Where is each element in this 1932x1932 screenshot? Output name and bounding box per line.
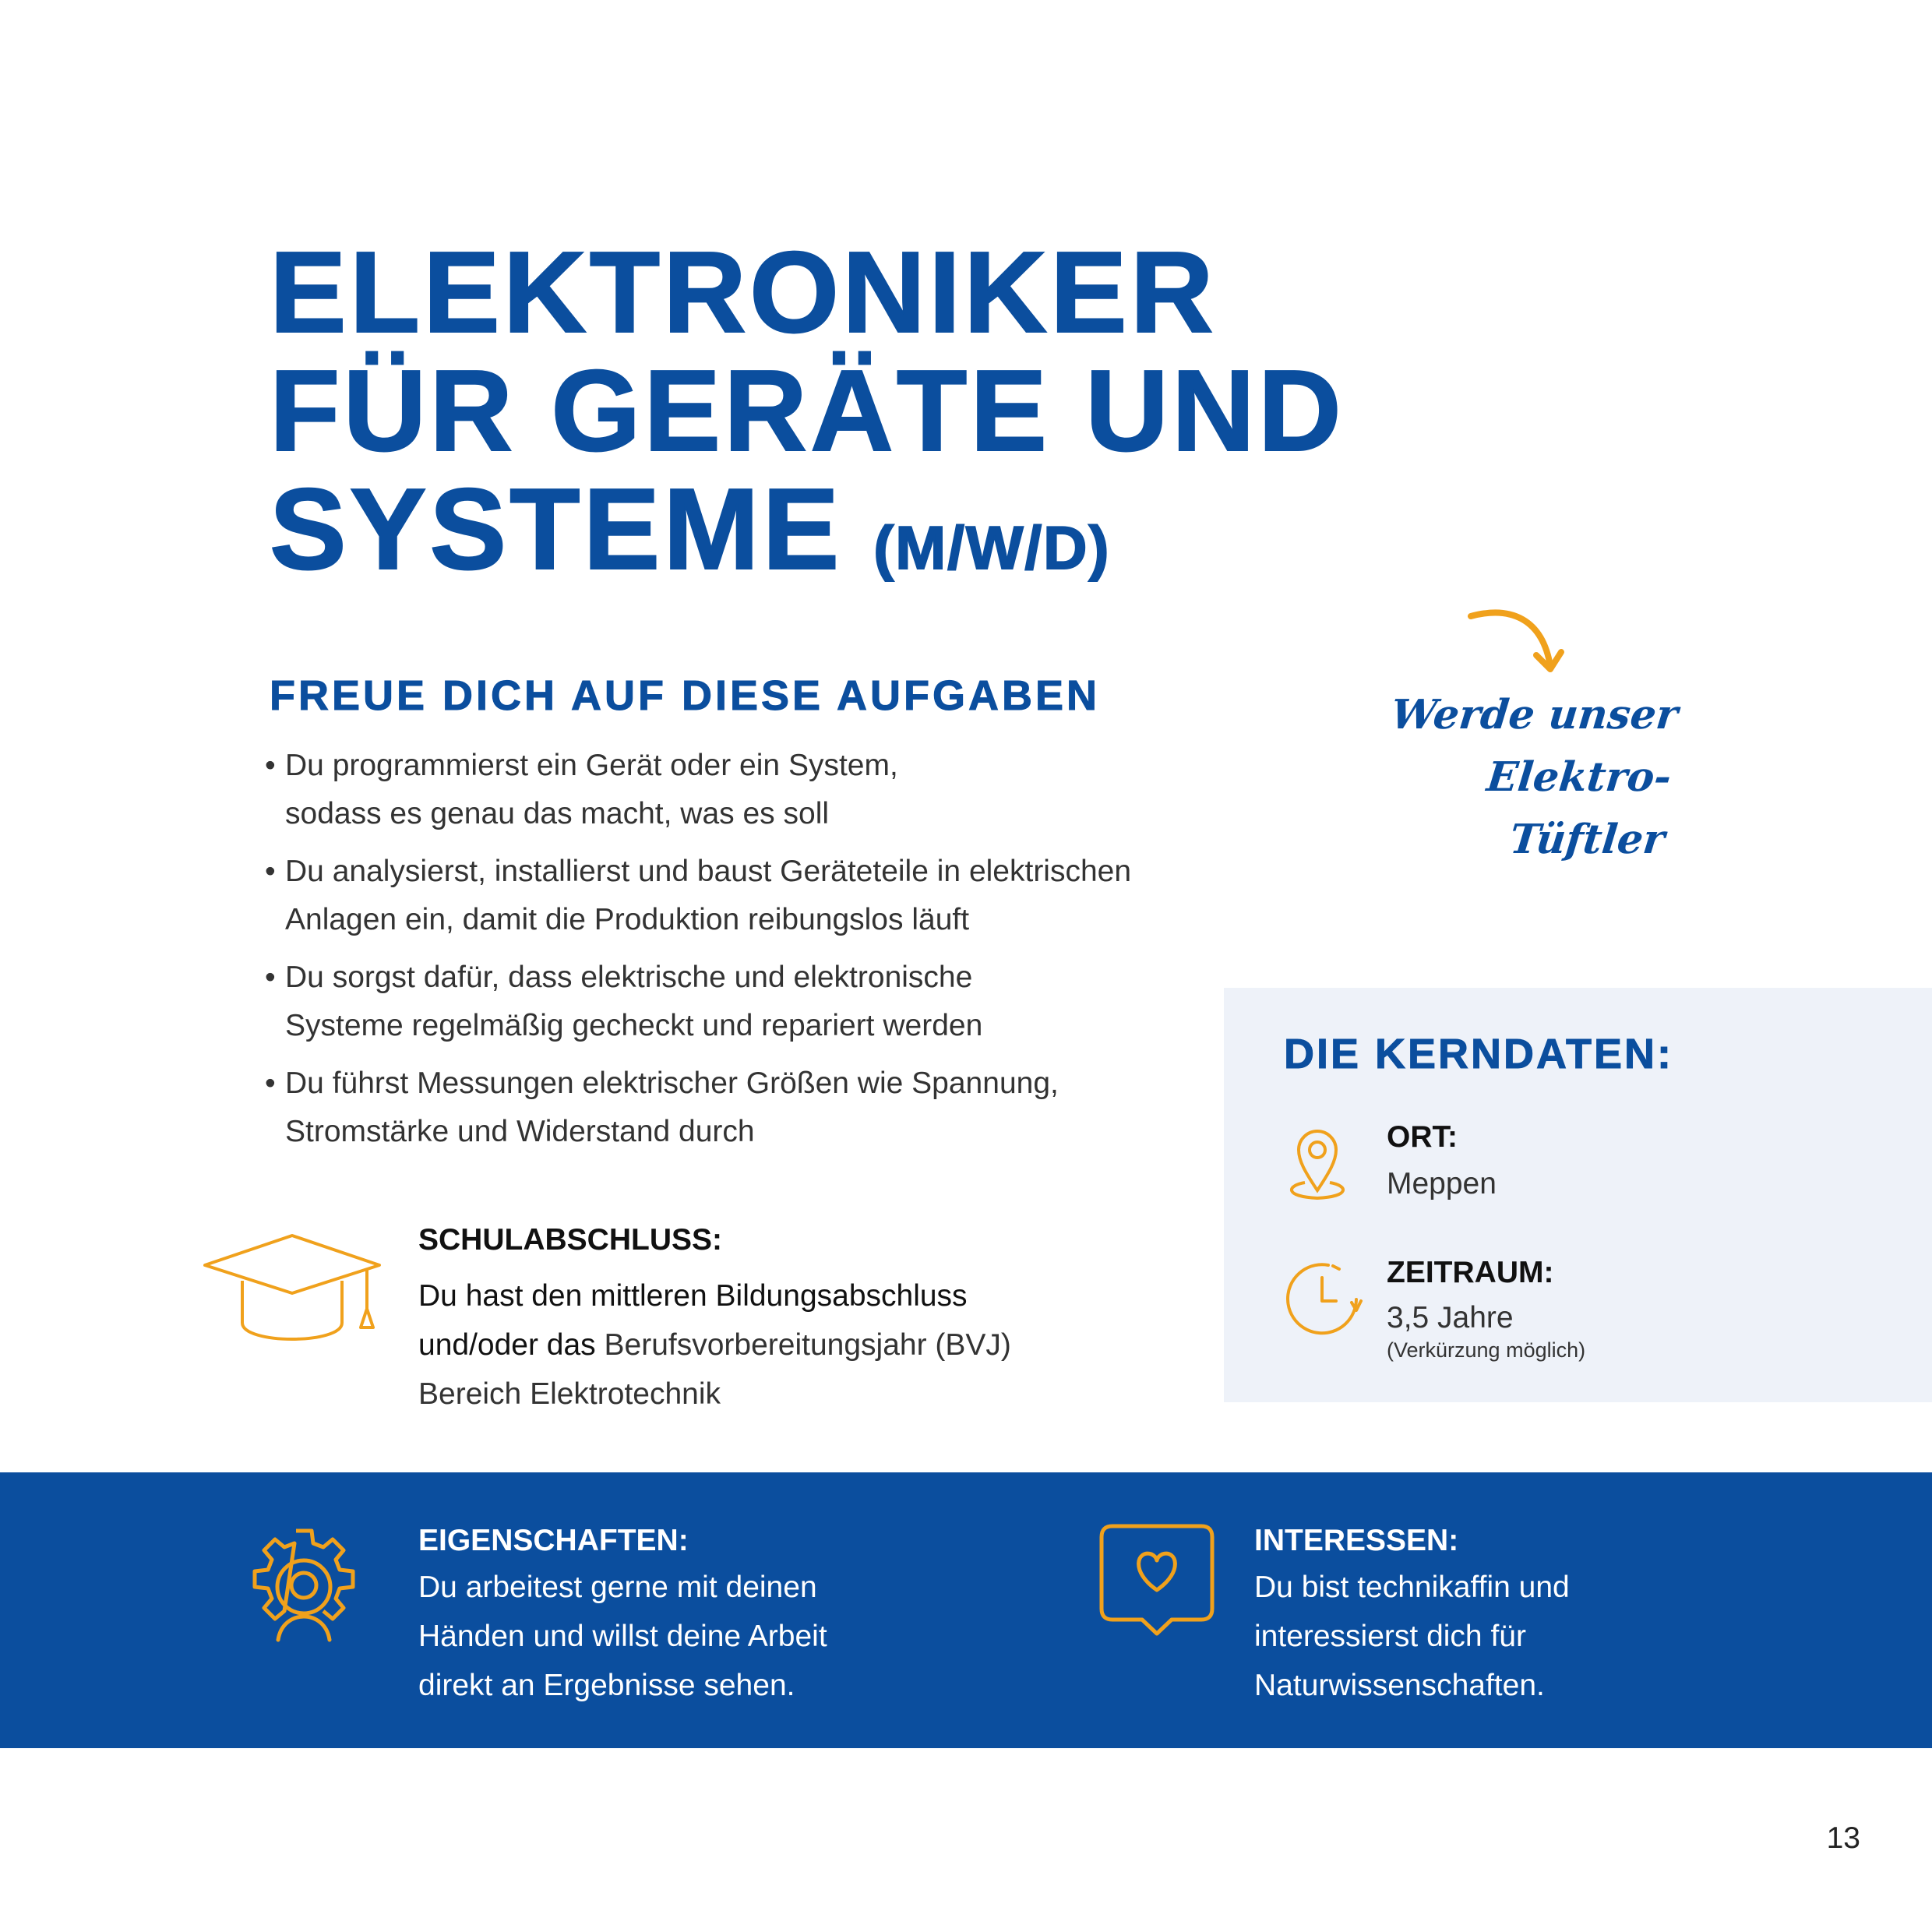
task-line: Systeme regelmäßig gecheckt und repariert werden <box>285 1009 983 1042</box>
title-line-2: FÜR GERÄTE UND <box>270 347 1345 475</box>
eigenschaften-text <box>418 1563 964 1710</box>
title-line-3-text: SYSTEME <box>270 465 843 594</box>
interessen-line-1: Du bist technikaffin und <box>1254 1571 1570 1604</box>
schulabschluss-line-2 <box>418 1320 1119 1370</box>
list-item <box>265 742 1246 838</box>
list-item <box>265 848 1246 944</box>
schulabschluss-line-2a: und/oder das <box>418 1328 596 1362</box>
callout-line-1: Werde unser <box>1388 691 1680 739</box>
zeitraum-note: (Verkürzung möglich) <box>1387 1338 1586 1362</box>
curved-arrow-icon <box>1465 604 1566 682</box>
callout-text <box>1349 684 1680 871</box>
page-title <box>270 228 1345 607</box>
interessen-text <box>1254 1563 1800 1710</box>
schulabschluss-line-1: Du hast den mittleren Bildungsabschluss <box>418 1279 968 1313</box>
task-line: Du analysierst, installierst und baust Geräteteile in elektrischen <box>285 855 1132 888</box>
task-line: Anlagen ein, damit die Produktion reibungslos läuft <box>285 903 970 936</box>
eigenschaften-line-2: Händen und willst deine Arbeit <box>418 1620 827 1653</box>
kerndaten-heading: DIE KERNDATEN: <box>1284 1031 1673 1077</box>
title-line-1: ELEKTRONIKER <box>270 228 1217 357</box>
title-suffix: (M/W/D) <box>873 513 1111 582</box>
heart-message-icon <box>1098 1523 1215 1640</box>
gear-person-icon <box>238 1523 370 1655</box>
ort-value: Meppen <box>1387 1167 1497 1200</box>
tasks-heading: FREUE DICH AUF DIESE AUFGABEN <box>270 672 1101 719</box>
list-item <box>265 1059 1246 1156</box>
eigenschaften-line-3: direkt an Ergebnisse sehen. <box>418 1669 795 1702</box>
interessen-label: INTERESSEN: <box>1254 1524 1459 1557</box>
bullet: • <box>265 855 276 888</box>
schulabschluss-text <box>418 1271 1119 1419</box>
interessen-line-3: Naturwissenschaften. <box>1254 1669 1545 1702</box>
interessen-line-2: interessierst dich für <box>1254 1620 1526 1653</box>
schulabschluss-label: SCHULABSCHLUSS: <box>418 1223 722 1257</box>
tasks-list <box>265 742 1246 1165</box>
task-line: Du programmierst ein Gerät oder ein System, <box>285 749 898 782</box>
eigenschaften-line-1: Du arbeitest gerne mit deinen <box>418 1571 817 1604</box>
schulabschluss-line-2b: Berufsvorbereitungsjahr (BVJ) <box>595 1328 1011 1362</box>
bullet: • <box>265 1066 276 1100</box>
graduation-cap-icon <box>199 1231 386 1348</box>
bullet: • <box>265 961 276 994</box>
callout-line-2: Elektro-Tüftler <box>1484 753 1674 863</box>
title-line-3 <box>270 465 1345 607</box>
task-line: Stromstärke und Widerstand durch <box>285 1115 755 1148</box>
eigenschaften-label: EIGENSCHAFTEN: <box>418 1524 689 1557</box>
bullet: • <box>265 749 276 782</box>
clock-icon <box>1282 1256 1364 1338</box>
task-line: Du führst Messungen elektrischer Größen wie Spannung, <box>285 1066 1059 1100</box>
page-number: 13 <box>1826 1821 1860 1855</box>
zeitraum-label: ZEITRAUM: <box>1387 1256 1554 1289</box>
task-line: sodass es genau das macht, was es soll <box>285 797 830 830</box>
task-line: Du sorgst dafür, dass elektrische und elektronische <box>285 961 973 994</box>
location-pin-icon <box>1282 1122 1353 1206</box>
schulabschluss-line-3: Bereich Elektrotechnik <box>418 1377 721 1411</box>
list-item <box>265 954 1246 1050</box>
zeitraum-value: 3,5 Jahre <box>1387 1301 1514 1334</box>
ort-label: ORT: <box>1387 1120 1458 1154</box>
